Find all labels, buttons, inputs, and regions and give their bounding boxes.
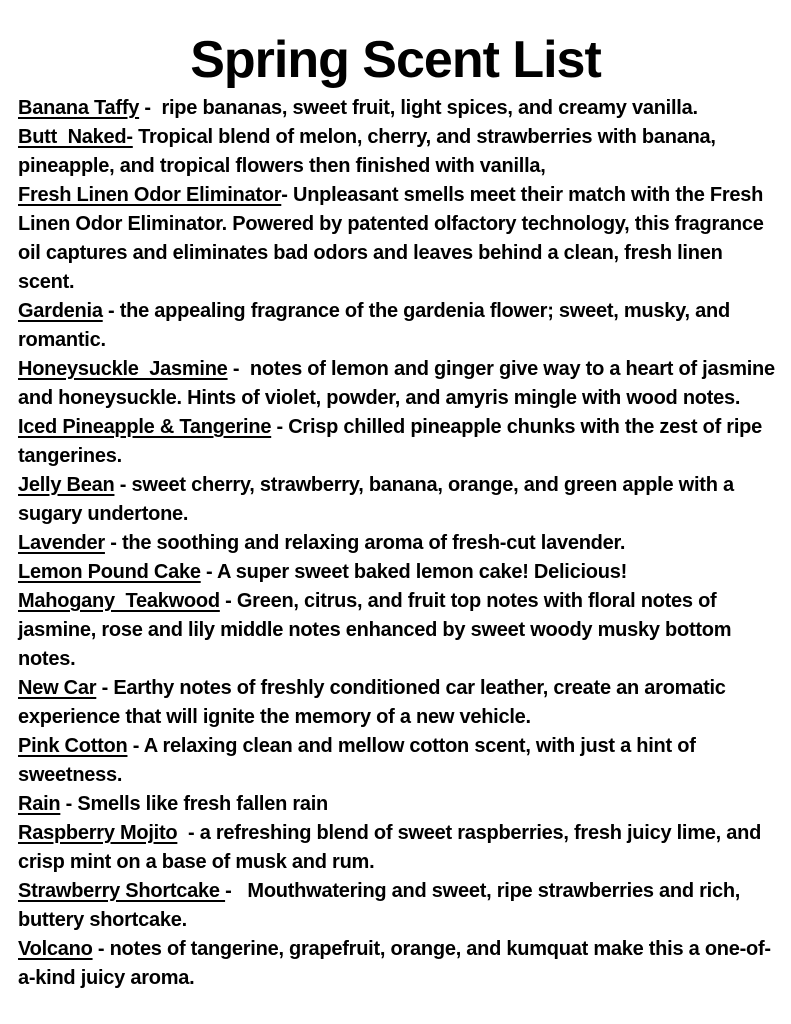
- scent-description: a refreshing blend of sweet raspberries, fresh juicy lime, and crisp mint on a base of musk and rum.: [18, 822, 767, 873]
- scent-entry: [18, 413, 775, 471]
- scent-name: Gardenia: [18, 300, 103, 322]
- scent-description: Green, citrus, and fruit top notes with floral notes of jasmine, rose and lily middle notes enhanced by sweet woody musky bottom notes.: [18, 590, 737, 670]
- scent-entry: [18, 674, 775, 732]
- scent-description: notes of tangerine, grapefruit, orange, and kumquat make this a one-of-a-kind juicy aroma.: [18, 938, 771, 989]
- scent-separator: -: [139, 97, 162, 119]
- scent-name: Butt Naked-: [18, 126, 133, 148]
- scent-name: Fresh Linen Odor Eliminator: [18, 184, 282, 206]
- scent-name: Rain: [18, 793, 61, 815]
- scent-entry: [18, 355, 781, 413]
- scent-entry: [18, 819, 775, 877]
- scent-description: Unpleasant smells meet their match with the Fresh Linen Odor Eliminator. Powered by patented olfactory technology, this fragrance oil captures and eliminates bad odors and leaves behind a clean, fresh linen scent.: [18, 184, 769, 293]
- scent-entry: [18, 529, 775, 558]
- scent-name: Volcano: [18, 938, 93, 960]
- scent-separator: -: [200, 561, 217, 583]
- scent-name: Lemon Pound Cake: [18, 561, 201, 583]
- scent-separator: -: [219, 590, 237, 612]
- scent-name: Pink Cotton: [18, 735, 128, 757]
- scent-entry: [18, 94, 775, 123]
- scent-separator: -: [104, 532, 122, 554]
- scent-entry: [18, 935, 775, 993]
- scent-separator: -: [96, 677, 114, 699]
- scent-description: sweet cherry, strawberry, banana, orange, and green apple with a sugary undertone.: [18, 474, 740, 525]
- scent-separator: -: [102, 300, 120, 322]
- scent-name: Lavender: [18, 532, 105, 554]
- scent-name: Strawberry Shortcake: [18, 880, 226, 902]
- scent-separator: -: [225, 880, 248, 902]
- scent-separator: -: [281, 184, 293, 206]
- scent-entry: [18, 587, 775, 674]
- scent-entry: [18, 732, 775, 790]
- scent-name: New Car: [18, 677, 97, 699]
- scent-description: Smells like fresh fallen rain: [77, 793, 329, 815]
- scent-name: Banana Taffy: [18, 97, 140, 119]
- scent-description: Earthy notes of freshly conditioned car leather, create an aromatic experience that will ignite the memory of a new vehicle.: [18, 677, 731, 728]
- scent-list: [0, 90, 791, 993]
- scent-name: Jelly Bean: [18, 474, 115, 496]
- scent-description: Mouthwatering and sweet, ripe strawberries and rich, buttery shortcake.: [18, 880, 746, 931]
- scent-description: the appealing fragrance of the gardenia flower; sweet, musky, and romantic.: [18, 300, 736, 351]
- scent-separator: -: [127, 735, 144, 757]
- scent-description: notes of lemon and ginger give way to a heart of jasmine and honeysuckle. Hints of violet, powder, and amyris mingle with wood notes.: [18, 358, 781, 409]
- scent-separator: -: [60, 793, 78, 815]
- scent-description: ripe bananas, sweet fruit, light spices, and creamy vanilla.: [161, 97, 698, 119]
- page-title: Spring Scent List: [190, 31, 601, 89]
- scent-entry: [18, 123, 775, 181]
- scent-description: Crisp chilled pineapple chunks with the zest of ripe tangerines.: [18, 416, 768, 467]
- scent-separator: -: [227, 358, 250, 380]
- scent-name: Iced Pineapple & Tangerine: [18, 416, 272, 438]
- scent-entry: [18, 558, 775, 587]
- scent-separator: -: [114, 474, 132, 496]
- scent-separator: -: [271, 416, 289, 438]
- scent-entry: [18, 181, 775, 297]
- scent-separator: -: [92, 938, 110, 960]
- scent-description: the soothing and relaxing aroma of fresh-cut lavender.: [121, 532, 626, 554]
- scent-description: A super sweet baked lemon cake! Delicious!: [216, 561, 628, 583]
- scent-entry: [18, 297, 775, 355]
- scent-entry: [18, 877, 775, 935]
- scent-description: Tropical blend of melon, cherry, and strawberries with banana, pineapple, and tropical flowers then finished with vanilla,: [18, 126, 722, 177]
- scent-entry: [18, 790, 775, 819]
- scent-description: A relaxing clean and mellow cotton scent, with just a hint of sweetness.: [18, 735, 701, 786]
- scent-name: Raspberry Mojito: [18, 822, 178, 844]
- scent-name: Mahogany Teakwood: [18, 590, 220, 612]
- scent-name: Honeysuckle Jasmine: [18, 358, 228, 380]
- scent-separator: -: [177, 822, 200, 844]
- scent-entry: [18, 471, 775, 529]
